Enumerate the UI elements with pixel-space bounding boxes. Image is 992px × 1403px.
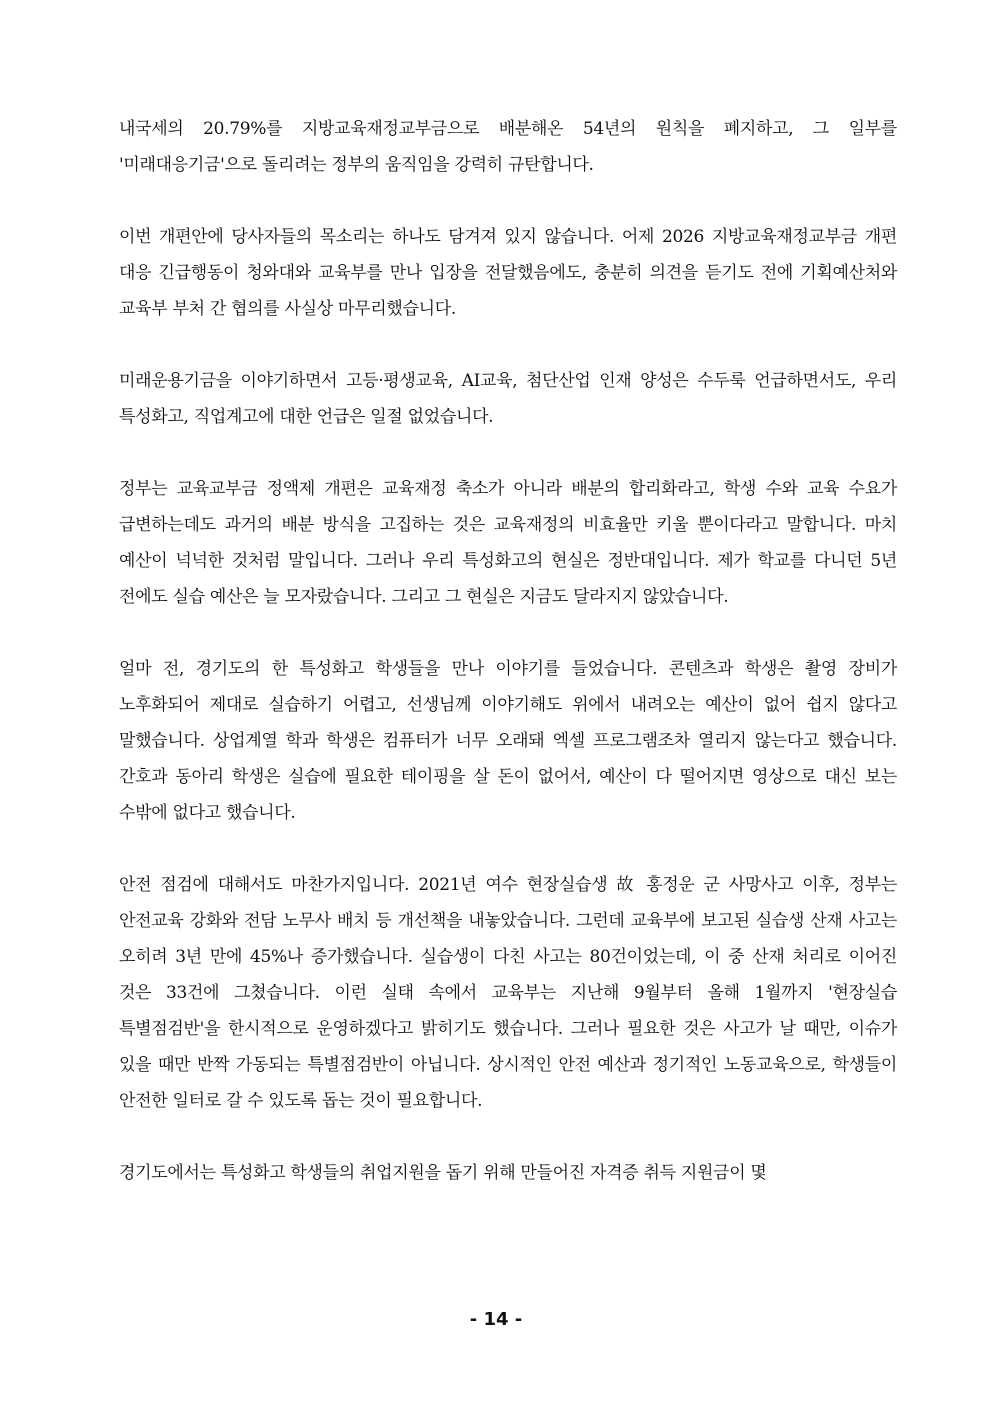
paragraph-6: 안전 점검에 대해서도 마찬가지입니다. 2021년 여수 현장실습생 故 홍정운 군 사망사고 이후, 정부는 안전교육 강화와 전담 노무사 배치 등 개선책을 내놓았습니다. 그런데 교육부에 보고된 실습생 산재 사고는 오히려 3년 만에 45%나 증가했습니다. 실습생이 다친 사고는 80건이었는데, 이 중 산재 처리로 이어진 것은 33건에 그쳤습니다. 이런 실태 속에서 교육부는 지난해 9월부터 올해 1월까지 '현장실습 특별점검반'을 한시적으로 운영하겠다고 밝히기도 했습니다. 그러나 필요한 것은 사고가 날 때만, 이슈가 있을 때만 반짝 가동되는 특별점검반이 아닙니다. 상시적인 안전 예산과 정기적인 노동교육으로, 학생들이 안전한 일터로 갈 수 있도록 돕는 것이 필요합니다.: [119, 875, 897, 1111]
paragraph-3: 미래운용기금을 이야기하면서 고등·평생교육, AI교육, 첨단산업 인재 양성은 수두룩 언급하면서도, 우리 특성화고, 직업계고에 대한 언급은 일절 없었습니다.: [119, 371, 897, 427]
document-body: [119, 111, 897, 1191]
paragraph-5: 얼마 전, 경기도의 한 특성화고 학생들을 만나 이야기를 들었습니다. 콘텐츠과 학생은 촬영 장비가 노후화되어 제대로 실습하기 어렵고, 선생님께 이야기해도 위에서 내려오는 예산이 없어 쉽지 않다고 말했습니다. 상업계열 학과 학생은 컴퓨터가 너무 오래돼 엑셀 프로그램조차 열리지 않는다고 했습니다. 간호과 동아리 학생은 실습에 필요한 테이핑을 살 돈이 없어서, 예산이 다 떨어지면 영상으로 대신 보는 수밖에 없다고 했습니다.: [119, 659, 897, 823]
paragraph-1: 내국세의 20.79%를 지방교육재정교부금으로 배분해온 54년의 원칙을 폐지하고, 그 일부를 '미래대응기금'으로 돌리려는 정부의 움직임을 강력히 규탄합니다.: [119, 119, 897, 175]
paragraph-7: 경기도에서는 특성화고 학생들의 취업지원을 돕기 위해 만들어진 자격증 취득 지원금이 몇: [119, 1163, 767, 1183]
paragraph-2: 이번 개편안에 당사자들의 목소리는 하나도 담겨져 있지 않습니다. 어제 2026 지방교육재정교부금 개편 대응 긴급행동이 청와대와 교육부를 만나 입장을 전달했음에도, 충분히 의견을 듣기도 전에 기획예산처와 교육부 부처 간 협의를 사실상 마무리했습니다.: [119, 227, 897, 319]
page-number: - 14 -: [469, 1309, 523, 1330]
paragraph-4: 정부는 교육교부금 정액제 개편은 교육재정 축소가 아니라 배분의 합리화라고, 학생 수와 교육 수요가 급변하는데도 과거의 배분 방식을 고집하는 것은 교육재정의 비효율만 키울 뿐이다라고 말합니다. 마치 예산이 넉넉한 것처럼 말입니다. 그러나 우리 특성화고의 현실은 정반대입니다. 제가 학교를 다니던 5년 전에도 실습 예산은 늘 모자랐습니다. 그리고 그 현실은 지금도 달라지지 않았습니다.: [119, 479, 897, 607]
